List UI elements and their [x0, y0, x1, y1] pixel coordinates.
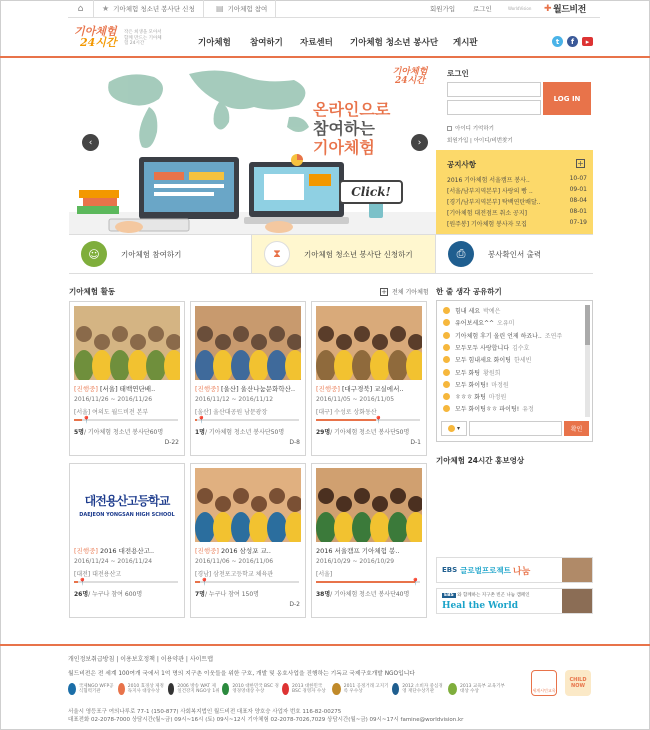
card-title[interactable]: 2016 서울캠프 기아체험 봉..	[316, 547, 400, 555]
card-count: 29명/ 기아체험 청소년 봉사단50명	[316, 429, 410, 436]
login-help-links[interactable]: 회원가입 | 아이디/비번찾기	[447, 138, 513, 144]
banner-next-arrow[interactable]: ›	[411, 134, 428, 151]
comment-item: 모두 화이팅! 마정원	[443, 380, 509, 389]
footer-links[interactable]: 개인정보취급방침 | 이용보호정책 | 이용약관 | 사이트맵	[68, 656, 214, 663]
notice-more-icon[interactable]: +	[577, 159, 584, 168]
quick-certificate[interactable]: ⎙ 봉사확인서 출력	[436, 235, 593, 273]
participate-link[interactable]: ▤ 기아체험 참여	[208, 0, 276, 17]
pin-icon: 📍	[82, 416, 91, 424]
site-header	[0, 18, 650, 58]
activity-card[interactable]	[69, 301, 185, 456]
quick-volunteer-apply[interactable]: ⧗ 기아체험 청소년 봉사단 신청하기	[252, 235, 436, 273]
card-progress-bar	[316, 419, 420, 421]
pin-icon: 📍	[78, 578, 87, 586]
main-banner[interactable]	[69, 62, 436, 234]
notice-title: 공지사항	[447, 160, 476, 169]
award-emblem-icon	[448, 683, 457, 695]
activity-card[interactable]	[69, 463, 185, 618]
comments-title: 한 줄 생각 공유하기	[436, 287, 502, 296]
card-title[interactable]: [진행중] [울산] 울산나눔문화학산..	[195, 385, 296, 393]
quick-menu	[69, 234, 593, 274]
global-citizen-badge[interactable]: 세계시민교육	[531, 670, 557, 696]
activity-photo	[74, 306, 180, 380]
login-password-input[interactable]	[447, 100, 541, 115]
award-item: 2013 교육부 교육기부대상 수상	[448, 683, 508, 695]
smile-icon	[443, 369, 450, 376]
activity-photo	[316, 306, 422, 380]
smile-icon	[443, 405, 450, 412]
comment-item: 모두모두 사랑합니다 김수호	[443, 343, 529, 352]
facebook-icon[interactable]: f	[567, 36, 578, 47]
top-utility-bar	[68, 0, 600, 18]
nav-volunteer[interactable]: 기아체험 청소년 봉사단	[350, 38, 439, 48]
award-emblem-icon	[222, 683, 229, 695]
card-count: 7명/ 누구나 참여 150명	[195, 591, 259, 598]
card-place: [대구] 수성로 상화동산	[316, 409, 377, 416]
notice-item[interactable]: [경기/남부지역본부] 탁백연탄배달.. 08-04	[447, 197, 587, 206]
card-title[interactable]: [진행중] 2016 삼성포 교..	[195, 547, 271, 555]
award-item: 2010 대한민국 BSC 경영경영대상 수상	[222, 683, 280, 695]
card-date: 2016/10/29 ~ 2016/10/29	[316, 558, 395, 565]
activity-card[interactable]	[190, 301, 306, 456]
nav-participate[interactable]: 참여하기	[250, 38, 283, 48]
star-icon: ★	[102, 4, 110, 13]
card-progress-bar	[195, 581, 299, 583]
comment-item: 모두 화이팅ㅎㅎ 파이팅! 유정	[443, 404, 534, 413]
card-progress-bar	[74, 581, 178, 583]
activity-photo	[195, 468, 301, 542]
card-date: 2016/11/24 ~ 2016/11/24	[74, 558, 153, 565]
notice-item[interactable]: [기아체험 대전점프 취소 공지] 08-01	[447, 208, 587, 217]
promo-photo	[562, 558, 592, 583]
pin-icon: 📍	[200, 578, 209, 586]
smile-icon	[443, 332, 450, 339]
heal-the-world-banner[interactable]: EBS 와 함께하는 지구촌 빈곤 나눔 캠페인 Heal the World	[436, 588, 593, 614]
home-icon[interactable]: ⌂	[68, 0, 94, 17]
notice-item[interactable]: [원주봉] 기아체험 봉사자 모집 07-19	[447, 219, 587, 228]
card-progress-bar	[316, 581, 420, 583]
award-emblem-icon	[168, 683, 174, 695]
activity-card[interactable]	[190, 463, 306, 618]
comment-item: 유어보세요^^ 오유미	[443, 318, 514, 327]
comment-item: ㅎㅎㅎ 화팅 마정원	[443, 392, 506, 401]
activity-card[interactable]	[311, 463, 427, 618]
signup-link[interactable]: 회원가입	[430, 5, 456, 13]
brand-small: WorldVision	[508, 6, 532, 11]
volunteer-apply-link[interactable]: ★ 기아체험 청소년 봉사단 신청	[94, 0, 204, 17]
card-title[interactable]: [진행중] 2016 대전용산고..	[74, 547, 155, 555]
login-link[interactable]: 로그인	[473, 5, 492, 13]
login-panel	[436, 62, 593, 150]
footer-contact: 대표전화 02-2078-7000 상담시간(월~금) 09시~16시 (토) 09시~12시 기아체험 02-2078-7026,7029 상담시간(월~금) 09시~17시 famine@worldvision.kr	[68, 717, 464, 723]
card-dday: D-1	[410, 439, 421, 446]
login-id-input[interactable]	[447, 82, 541, 97]
card-place: [울산] 울산대공원 남문광장	[195, 409, 268, 416]
comment-submit-button[interactable]: 확인	[564, 421, 589, 436]
login-title: 로그인	[447, 69, 469, 78]
award-item: 국제NGO WFP공식협력기관	[68, 683, 116, 695]
card-date: 2016/11/26 ~ 2016/11/26	[74, 396, 153, 403]
smile-icon	[443, 381, 450, 388]
activity-title: 기아체험 활동	[69, 287, 116, 296]
card-date: 2016/11/06 ~ 2016/11/06	[195, 558, 274, 565]
card-dday: D-22	[164, 439, 179, 446]
award-emblem-icon	[282, 683, 289, 695]
people-icon: ☺	[81, 241, 107, 267]
youtube-icon[interactable]: ▸	[582, 37, 593, 46]
logo-tagline: 작은 희생을 모아서 함께 만드는 기아체험 24시간	[124, 30, 162, 46]
nav-board[interactable]: 게시판	[453, 38, 478, 48]
ebs-global-project-banner[interactable]: EBS 글로벌프로젝트 나눔	[436, 557, 593, 583]
emoji-select[interactable]: ▾	[441, 421, 467, 436]
card-title[interactable]: [진행중] [대구경북] 교실에서..	[316, 385, 404, 393]
banner-logo: 기아체험24시간	[392, 67, 428, 86]
pin-icon: 📍	[374, 416, 383, 424]
smile-icon	[443, 344, 450, 351]
award-emblem-icon	[68, 683, 76, 695]
printer-icon: ⎙	[448, 241, 474, 267]
promo-photo	[562, 589, 592, 614]
site-footer	[0, 644, 650, 730]
document-icon: ▤	[216, 4, 224, 13]
award-item: 2012 소비자 중심경영 재단수상기관	[392, 683, 446, 695]
comments-scrollbar[interactable]	[585, 305, 590, 417]
card-count: 38명/ 기아체험 청소년 봉사단40명	[316, 591, 410, 598]
activity-photo	[316, 468, 422, 542]
click-button[interactable]: Click!	[339, 180, 403, 204]
pin-icon: 📍	[411, 578, 420, 586]
notice-item[interactable]: [서울/남부지역본부] 사랑의 빵 .. 09-01	[447, 186, 587, 195]
comment-item: 모두 힘내세요 화이팅 한세빈	[443, 355, 531, 364]
award-emblem-icon	[118, 683, 125, 695]
card-progress-bar	[195, 419, 299, 421]
smile-icon	[443, 356, 450, 363]
card-date: 2016/11/05 ~ 2016/11/05	[316, 396, 395, 403]
footer-mission: 월드비전은 전 세계 100여개 국에서 1억 명의 지구촌 이웃들을 위한 구호, 개발 및 옹호사업을 진행하는 기독교 국제구호개발 NGO입니다	[68, 671, 415, 677]
banner-headline: 온라인으로 참여하는 기아체험	[313, 100, 391, 157]
hourglass-icon: ⧗	[264, 241, 290, 267]
notice-panel	[436, 150, 593, 234]
award-item: 2006 방송 WAT 제일건강지 NGO상 1위	[168, 683, 220, 695]
smile-icon	[443, 393, 450, 400]
footer-address: 서울시 영등포구 여의나루로 77-1 (150-877) 사회복지법인 월드비전 대표자 양호승 사업자 번호 116-82-00275	[68, 709, 342, 715]
worldvision-logo[interactable]: ✚ 월드비전	[544, 3, 586, 15]
comments-box	[436, 300, 593, 442]
activity-card[interactable]	[311, 301, 427, 456]
card-place: [경남] 삼천포고등학교 체육관	[195, 571, 274, 578]
nav-famine[interactable]: 기아체험	[198, 38, 231, 48]
card-count: 26명/ 누구나 참여 600명	[74, 591, 143, 598]
pin-icon: 📍	[197, 416, 206, 424]
notice-item[interactable]: 2016 기아체험 서울캠프 봉사.. 10-07	[447, 175, 587, 184]
worldvision-logo-mark: ✚	[544, 3, 552, 14]
comment-item: 기아체험 후기 올린 언제 하죠나.. 조연주	[443, 331, 562, 340]
award-emblem-icon	[392, 683, 399, 695]
plus-icon: +	[381, 287, 387, 296]
child-now-badge[interactable]: CHILD NOW	[565, 670, 591, 696]
card-title[interactable]: [진행중] [서울] 태백연단배..	[74, 385, 156, 393]
comment-input[interactable]	[469, 421, 562, 436]
card-place: [대전] 대전용산고	[74, 571, 122, 578]
smile-icon	[443, 307, 450, 314]
twitter-icon[interactable]: t	[552, 36, 563, 47]
card-place: [서울] 여의도 월드비전 본부	[74, 409, 149, 416]
banner-prev-arrow[interactable]: ‹	[82, 134, 99, 151]
award-item: 2010 효경상 제정독지사 대상수상	[118, 683, 166, 695]
login-button[interactable]: LOG IN	[543, 82, 591, 115]
card-count: 5명/ 기아체험 청소년 봉사단60명	[74, 429, 164, 436]
activity-photo	[195, 306, 301, 380]
site-logo[interactable]: 기아체험 24시간	[74, 25, 117, 49]
school-logo-image: 대전용산고등학교 DAEJEON YONGSAN HIGH SCHOOL	[74, 468, 180, 542]
award-item: 2013 대한민국 BSC 경영자 수상	[282, 683, 330, 695]
card-place: [서울]	[316, 571, 333, 578]
award-item: 2011 공정거래 고지기록 우수상	[332, 683, 390, 695]
activity-more-link[interactable]: + 전체 기아체험	[381, 287, 429, 296]
comment-item: 힘내 세요 박예은	[443, 306, 500, 315]
comment-item: 모두 화팅 황원희	[443, 368, 500, 377]
quick-participate[interactable]: ☺ 기아체험 참여하기	[69, 235, 252, 273]
nav-resources[interactable]: 자료센터	[300, 38, 333, 48]
smile-icon	[443, 319, 450, 326]
award-emblem-icon	[332, 683, 341, 695]
card-date: 2016/11/12 ~ 2016/11/12	[195, 396, 274, 403]
card-dday: D-8	[289, 439, 300, 446]
remember-checkbox[interactable]: 아이디 기억하기	[447, 124, 494, 132]
card-count: 1명/ 기아체험 청소년 봉사단50명	[195, 429, 285, 436]
video-title: 기아체험 24시간 홍보영상	[436, 456, 525, 465]
card-dday: D-2	[289, 601, 300, 608]
